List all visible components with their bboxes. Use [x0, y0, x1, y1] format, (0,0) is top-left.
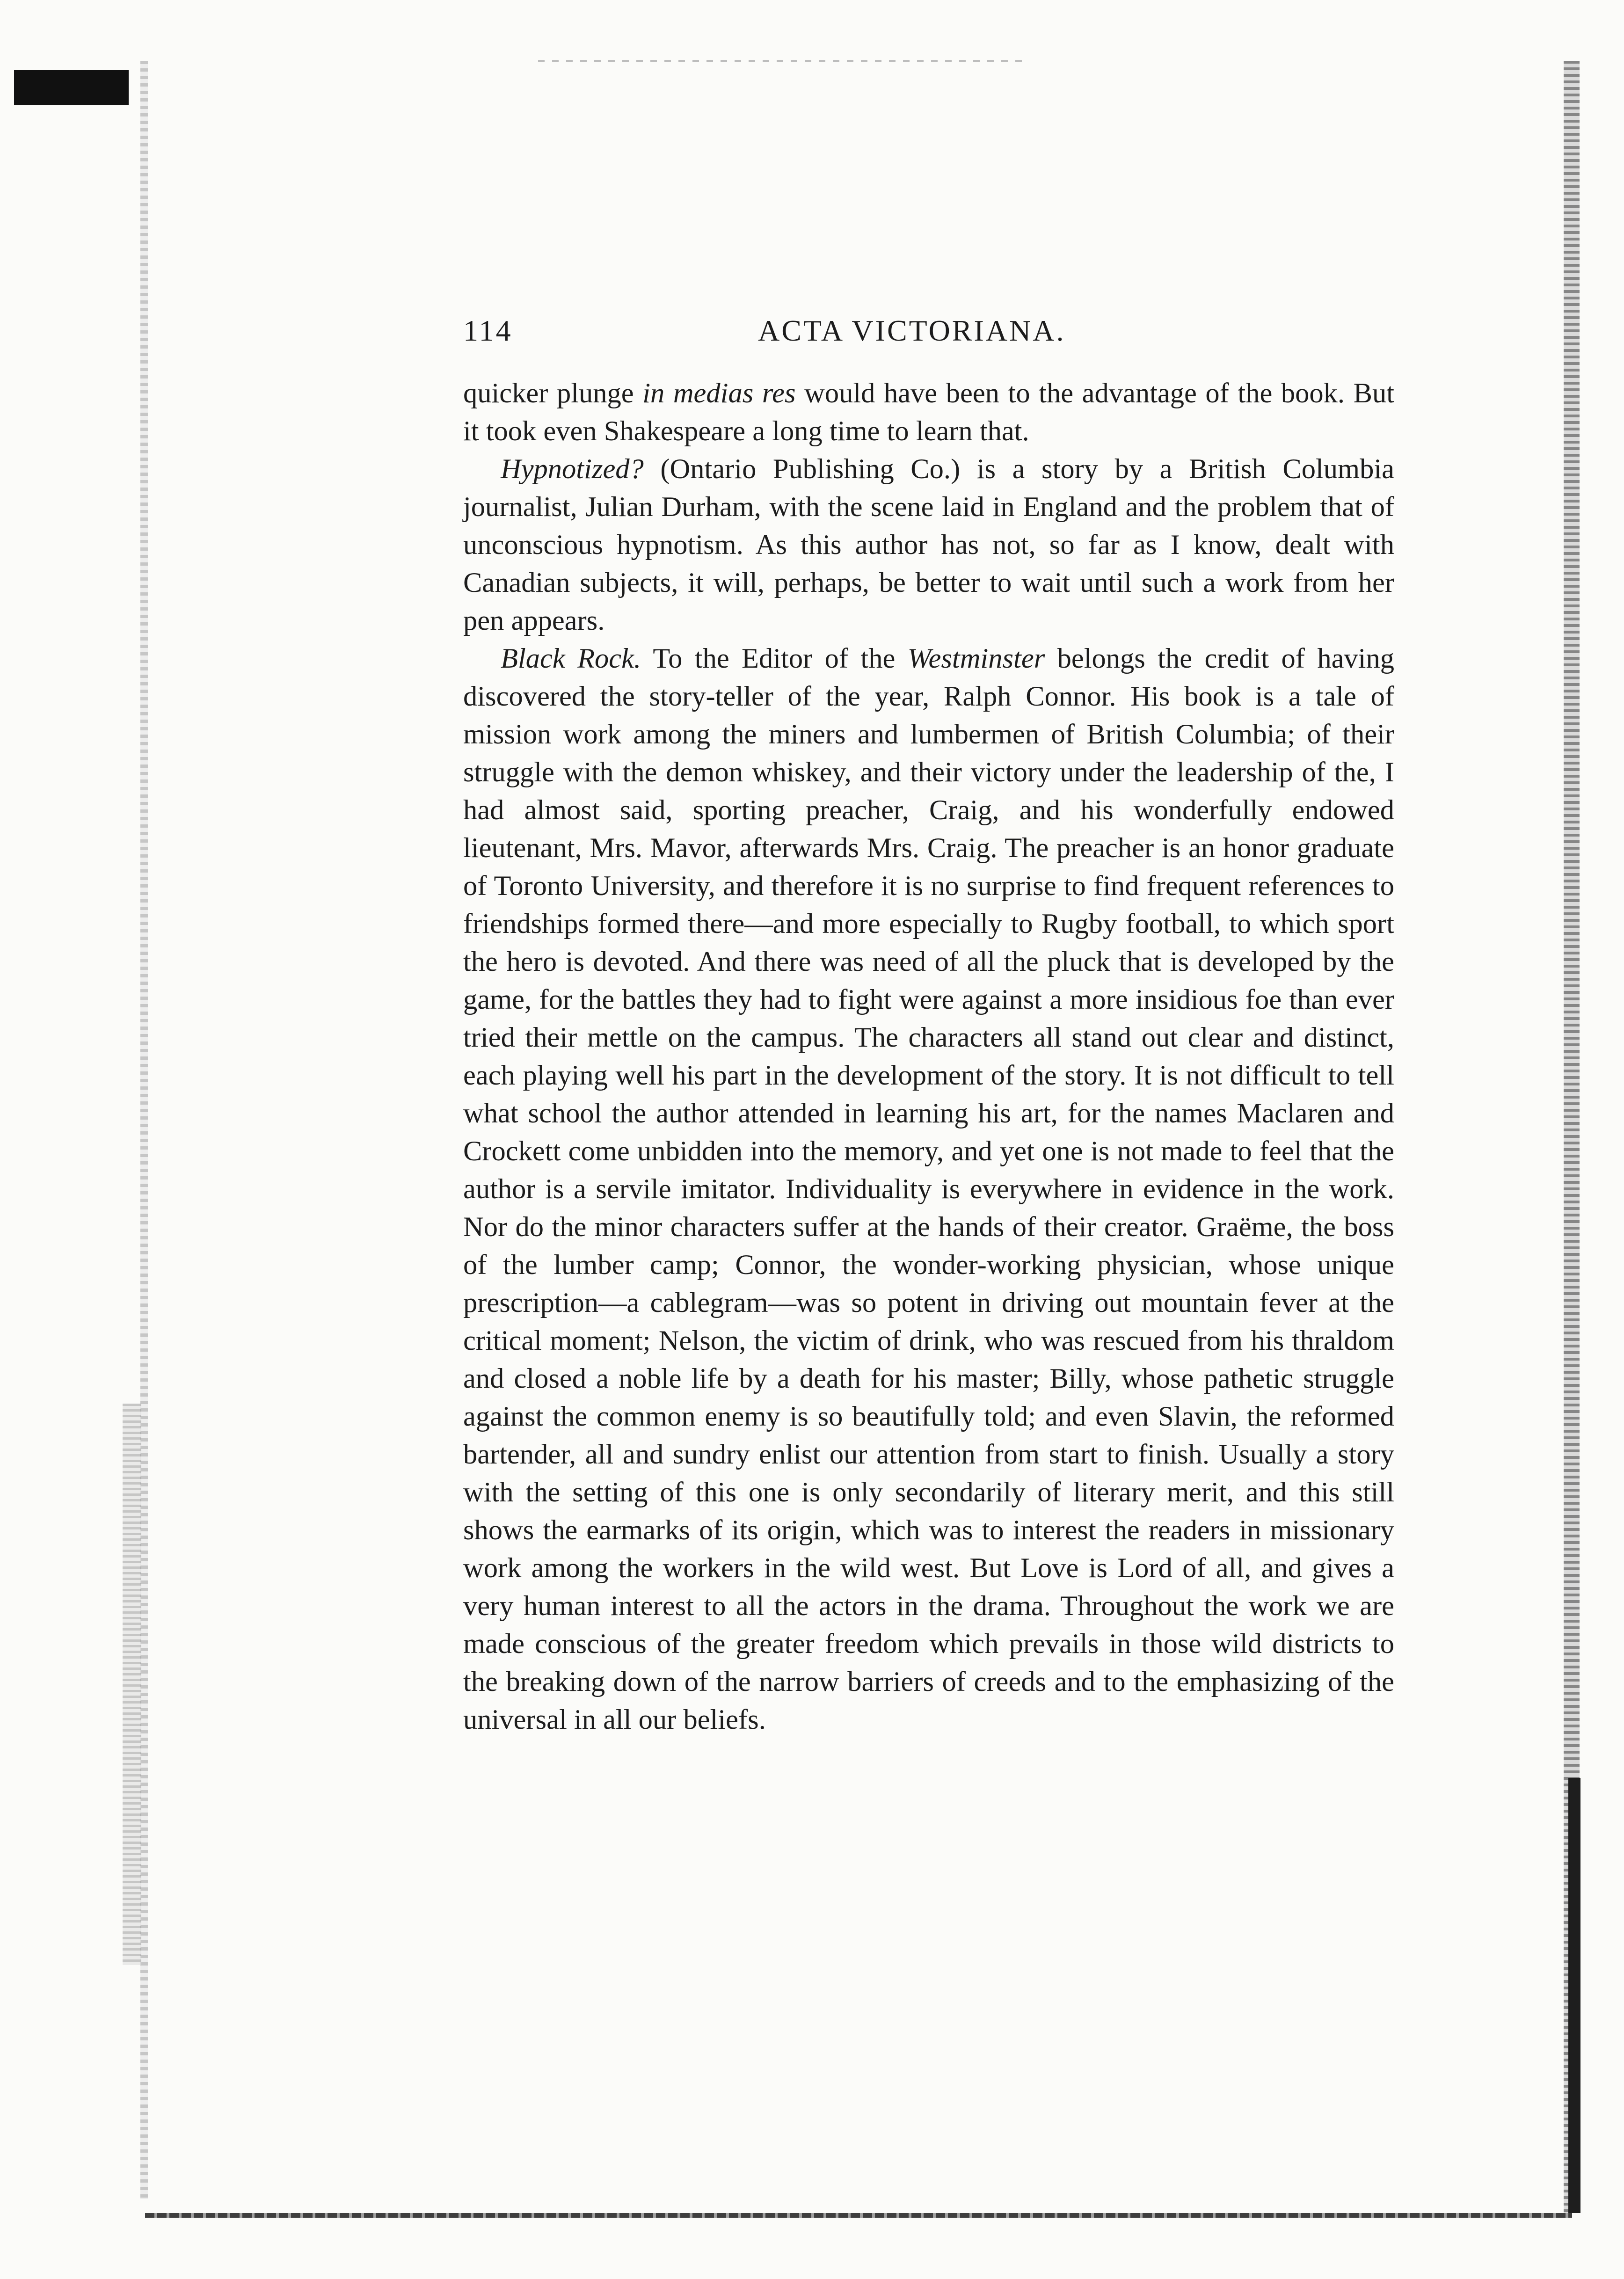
page-body — [463, 374, 1394, 1739]
book-title-hypnotized: Hypnotized? — [501, 453, 644, 485]
periodical-title-westminster: Westminster — [907, 643, 1045, 674]
text-run: To the Editor of the — [641, 643, 908, 674]
scan-right-shadow — [1568, 1778, 1580, 2213]
scan-left-edge — [140, 61, 148, 2199]
journal-title: ACTA VICTORIANA. — [758, 314, 1066, 347]
scan-left-shadow — [123, 1404, 141, 1965]
scan-bottom-edge — [145, 2213, 1572, 2218]
paragraph-hypnotized — [463, 450, 1394, 640]
paragraph-continued — [463, 374, 1394, 450]
text-run: belongs the credit of having discovered the story-teller of the year, Ralph Connor. His book is a tale of mission work among the miners and lumbermen of British Columbia; of their struggle with the demon whiskey, and their victory under the leadership of the, I had almost said, sporting preacher, Craig, and his wonderfully endowed lieutenant, Mrs. Mavor, afterwards Mrs. Craig. The preacher is an honor graduate of Toronto University, and therefore it is no surprise to find frequent references to friendships formed there—and more especially to Rugby football, to which sport the hero is devoted. And there was need of all the pluck that is developed by the game, for the battles they had to fight were against a more insidious foe than ever tried their mettle on the campus. The characters all stand out clear and distinct, each playing well his part in the development of the story. It is not difficult to tell what school the author attended in learning his art, for the names Maclaren and Crockett come unbidden into the memory, and yet one is not made to feel that the author is a servile imitator. Individuality is everywhere in evidence in the work. Nor do the minor characters suffer at the hands of their creator. Graëme, the boss of the lumber camp; Connor, the wonder-working physician, whose unique prescription—a cablegram—was so potent in driving out mountain fever at the critical moment; Nelson, the victim of drink, who was rescued from his thraldom and closed a noble life by a death for his master; Billy, whose pathetic struggle against the common enemy is so beautifully told; and even Slavin, the reformed bartender, all and sundry enlist our attention from start to finish. Usually a story with the setting of this one is only secondarily of literary merit, and this still shows the earmarks of its origin, which was to interest the readers in missionary work among the workers in the wild west. But Love is Lord of all, and gives a very human interest to all the actors in the drama. Throughout the work we are made conscious of the greater freedom which prevails in those wild districts to the breaking down of the narrow barriers of creeds and to the emphasizing of the universal in all our beliefs. — [463, 643, 1394, 1735]
scan-top-edge — [538, 60, 1029, 62]
book-title-black-rock: Black Rock. — [501, 643, 641, 674]
text-run: quicker plunge — [463, 378, 643, 409]
running-head — [463, 313, 1394, 365]
italic-run: in medias res — [642, 378, 796, 409]
text-run: would have been to the advantage of the book. But it took even Shakespeare a long time to learn that. — [463, 378, 1395, 447]
text-run: (Ontario Publishing Co.) is a story by a British Columbia journalist, Julian Durham, with the scene laid in England and the problem that of unconscious hypnotism. As this author has not, so far as I know, dealt with Canadian subjects, it will, perhaps, be better to wait until such a work from her pen appears. — [463, 453, 1394, 636]
scan-corner-mark — [14, 70, 129, 105]
paragraph-black-rock — [463, 640, 1394, 1739]
page-number: 114 — [463, 314, 513, 347]
